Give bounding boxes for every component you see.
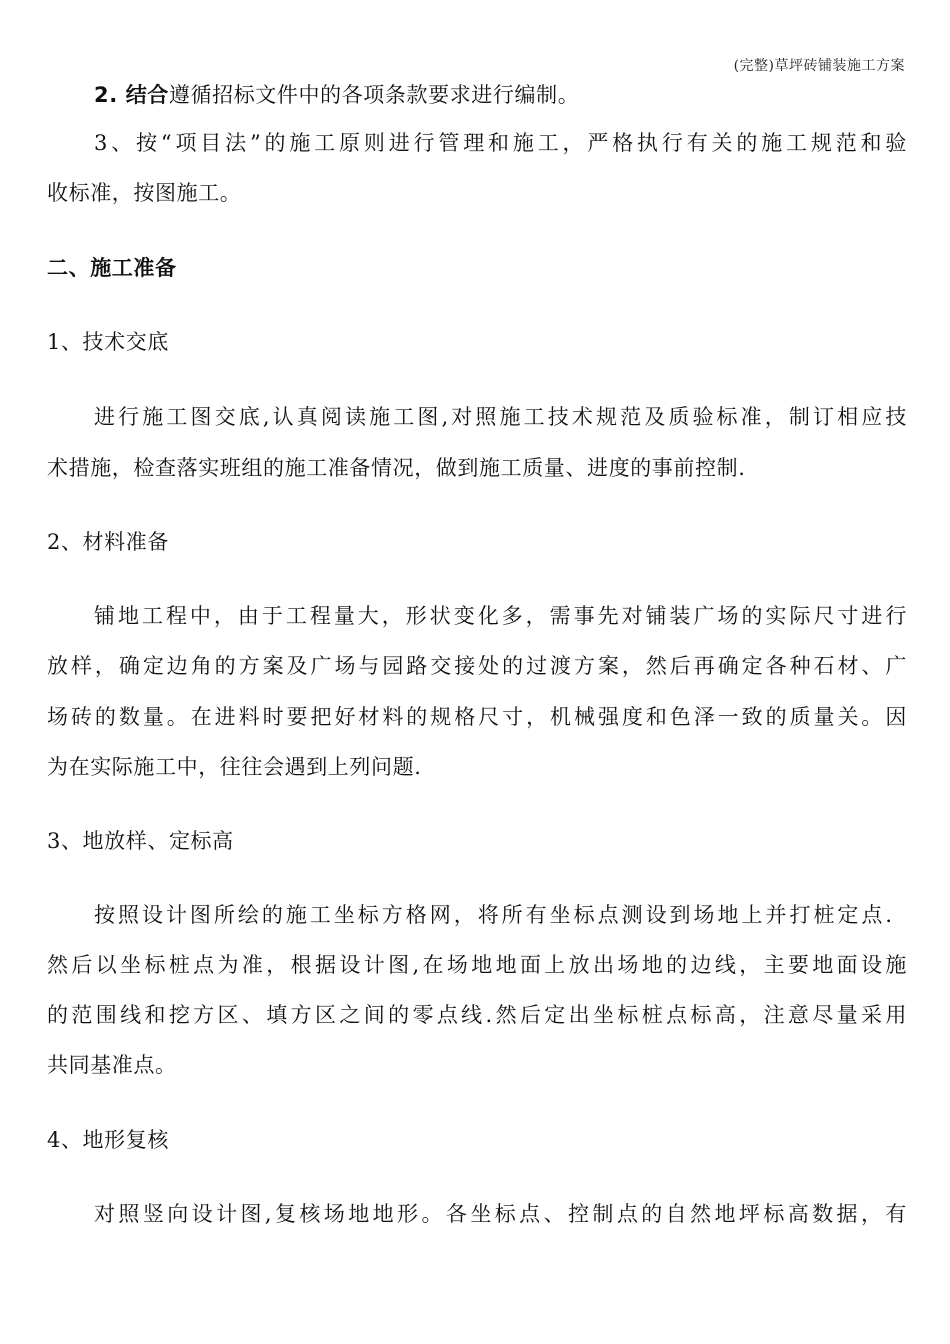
subsection-3-para-line-2: 然后以坐标桩点为准，根据设计图,在场地地面上放出场地的边线，主要地面设施 — [47, 953, 907, 977]
subsection-1-para-line-1: 进行施工图交底,认真阅读施工图,对照施工技术规范及质验标准，制订相应技 — [94, 405, 907, 429]
subsection-2-para-line-2: 放样，确定边角的方案及广场与园路交接处的过渡方案，然后再确定各种石材、广 — [47, 654, 907, 678]
subsection-2-para-line-3: 场砖的数量。在进料时要把好材料的规格尺寸，机械强度和色泽一致的质量关。因 — [47, 705, 907, 729]
item-3-line-2: 收标准，按图施工。 — [47, 181, 242, 205]
subsection-1-para-line-2: 术措施，检查落实班组的施工准备情况，做到施工质量、进度的事前控制. — [47, 456, 746, 480]
subsection-2-title: 2、材料准备 — [47, 530, 169, 554]
section-2-heading: 二、施工准备 — [47, 256, 177, 280]
subsection-3-para-line-1: 按照设计图所绘的施工坐标方格网，将所有坐标点测设到场地上并打桩定点． — [94, 903, 907, 927]
item-2-prefix: 2. 结合 — [94, 83, 169, 107]
subsection-2-para-line-1: 铺地工程中，由于工程量大，形状变化多，需事先对铺装广场的实际尺寸进行 — [94, 604, 907, 628]
subsection-3-title: 3、地放样、定标高 — [47, 829, 234, 853]
item-2-line — [94, 80, 907, 110]
subsection-2-para-line-4: 为在实际施工中，往往会遇到上列问题. — [47, 755, 422, 779]
subsection-3-para-line-4: 共同基准点。 — [47, 1053, 177, 1077]
subsection-3-para-line-3: 的范围线和挖方区、填方区之间的零点线.然后定出坐标桩点标高，注意尽量采用 — [47, 1003, 907, 1027]
subsection-4-title: 4、地形复核 — [47, 1128, 169, 1152]
subsection-4-para-line-1: 对照竖向设计图,复核场地地形。各坐标点、控制点的自然地坪标高数据，有 — [94, 1202, 907, 1226]
item-2-text: 遵循招标文件中的各项条款要求进行编制。 — [168, 83, 580, 107]
subsection-1-title: 1、技术交底 — [47, 330, 169, 354]
running-header: (完整)草坪砖铺装施工方案 — [733, 58, 905, 74]
item-3-line-1: 3、按“项目法”的施工原则进行管理和施工，严格执行有关的施工规范和验 — [94, 131, 907, 155]
